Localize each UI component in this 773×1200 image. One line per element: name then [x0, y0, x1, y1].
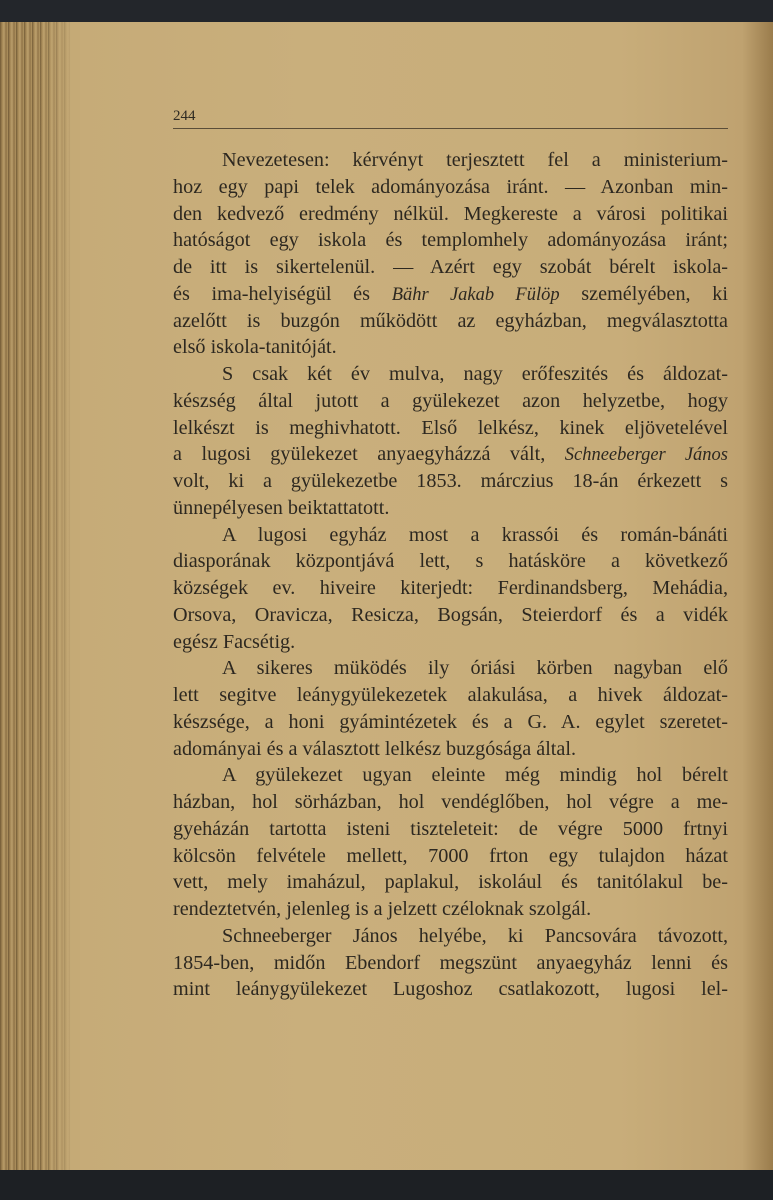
text-line — [173, 334, 728, 361]
paragraph — [173, 762, 728, 923]
text-line — [173, 950, 728, 977]
text-line — [173, 361, 728, 388]
text-run: hoz egy papi telek adományozása iránt. — Azonban min- — [173, 175, 728, 198]
text-line — [173, 522, 728, 549]
text-line — [173, 602, 728, 629]
text-line — [173, 147, 728, 174]
text-run: volt, ki a gyülekezetbe 1853. márczius 18-án érkezett s — [173, 470, 728, 492]
text-line — [173, 736, 728, 763]
text-line — [173, 869, 728, 896]
text-run: községek ev. hiveire kiterjedt: Ferdinandsberg, Mehádia, — [173, 577, 728, 599]
text-line — [173, 227, 728, 254]
text-run: A gyülekezet ugyan eleinte még mindig hol bérelt — [222, 764, 728, 787]
text-line — [173, 629, 728, 656]
italic-name: Bähr Jakab Fülöp — [391, 284, 560, 305]
text-run: kölcsön felvétele mellett, 7000 frton egy tulajdon házat — [173, 844, 728, 867]
text-line — [173, 495, 728, 522]
text-run: ünnepélyesen beiktattatott. — [173, 496, 390, 519]
paragraph — [173, 147, 728, 361]
text-run: den kedvező eredmény nélkül. Megkereste a városi politikai — [173, 202, 728, 225]
text-run: S csak két év mulva, nagy erőfeszités és áldozat- — [222, 363, 728, 385]
text-run: lelkészt is meghivhatott. Első lelkész, kinek eljövetelével — [173, 416, 728, 439]
text-run: Schneeberger János helyébe, ki Pancsovára távozott, — [222, 924, 728, 947]
text-run: A lugosi egyház most a krassói és román-bánáti — [222, 523, 728, 546]
italic-name: Schneeberger János — [564, 445, 728, 466]
text-line — [173, 709, 728, 736]
text-run: készsége, a honi gyámintézetek és a G. A. egylet szeretet- — [173, 710, 728, 733]
text-run: Orsova, Oravicza, Resicza, Bogsán, Steierdorf és a vidék — [173, 603, 728, 626]
text-run: és ima-helyiségül és — [173, 282, 392, 305]
text-line — [173, 281, 728, 308]
text-run: gyeházán tartotta isteni tiszteleteit: de végre 5000 frtnyi — [173, 817, 728, 840]
paragraph — [173, 923, 728, 1003]
text-line — [173, 762, 728, 789]
paragraph — [173, 522, 728, 656]
text-line — [173, 441, 728, 468]
text-run: 1854-ben, midőn Ebendorf megszünt anyaegyház lenni és — [173, 951, 728, 974]
paragraph — [173, 655, 728, 762]
text-line — [173, 655, 728, 682]
text-line — [173, 682, 728, 709]
text-line — [173, 976, 728, 1003]
text-run: a lugosi gyülekezet anyaegyházzá vált, — [173, 443, 565, 466]
text-run: készség által jutott a gyülekezet azon helyzetbe, hogy — [173, 389, 728, 412]
text-run: rendeztetvén, jelenleg is a jelzett czéloknak szolgál. — [173, 898, 592, 920]
text-run: egész Facsétig. — [173, 630, 296, 653]
text-run: hatóságot egy iskola és templomhely adományozása iránt; — [173, 229, 728, 252]
paragraph — [173, 361, 728, 522]
text-run: Nevezetesen: kérvényt terjesztett fel a ministerium- — [222, 149, 728, 171]
text-run: azelőtt is buzgón működött az egyházban, megválasztotta — [173, 309, 728, 332]
text-run: adományai és a választott lelkész buzgósága által. — [173, 737, 577, 760]
page-number: 244 — [173, 108, 196, 124]
text-line — [173, 388, 728, 415]
text-run: lett segitve leánygyülekezetek alakulása, a hivek áldozat- — [173, 684, 728, 706]
text-run: első iskola-tanitóját. — [173, 336, 337, 359]
text-run: házban, hol sörházban, hol vendéglőben, hol végre a me- — [173, 791, 728, 813]
text-line — [173, 789, 728, 816]
text-line — [173, 254, 728, 281]
text-run: diasporának központjává lett, s hatásköre a következő — [173, 550, 728, 573]
text-line — [173, 843, 728, 870]
scan-bottom-edge — [0, 1170, 773, 1200]
body-text — [173, 147, 728, 1003]
header-rule — [173, 128, 728, 129]
text-line — [173, 468, 728, 495]
text-line — [173, 174, 728, 201]
text-line — [173, 548, 728, 575]
text-run: személyében, ki — [559, 282, 728, 305]
text-run: vett, mely imaházul, paplakul, iskolául és tanitólakul be- — [173, 871, 728, 894]
text-run: mint leánygyülekezet Lugoshoz csatlakozott, lugosi lel- — [173, 978, 728, 1001]
page-gutter-shadow — [40, 22, 80, 1172]
text-line — [173, 575, 728, 602]
text-line — [173, 816, 728, 843]
text-line — [173, 896, 728, 923]
text-line — [173, 201, 728, 228]
text-run: de itt is sikertelenül. — Azért egy szobát bérelt iskola- — [173, 256, 728, 278]
text-line — [173, 923, 728, 950]
text-run: A sikeres müködés ily óriási körben nagyban elő — [222, 657, 728, 680]
text-line — [173, 308, 728, 335]
text-line — [173, 415, 728, 442]
